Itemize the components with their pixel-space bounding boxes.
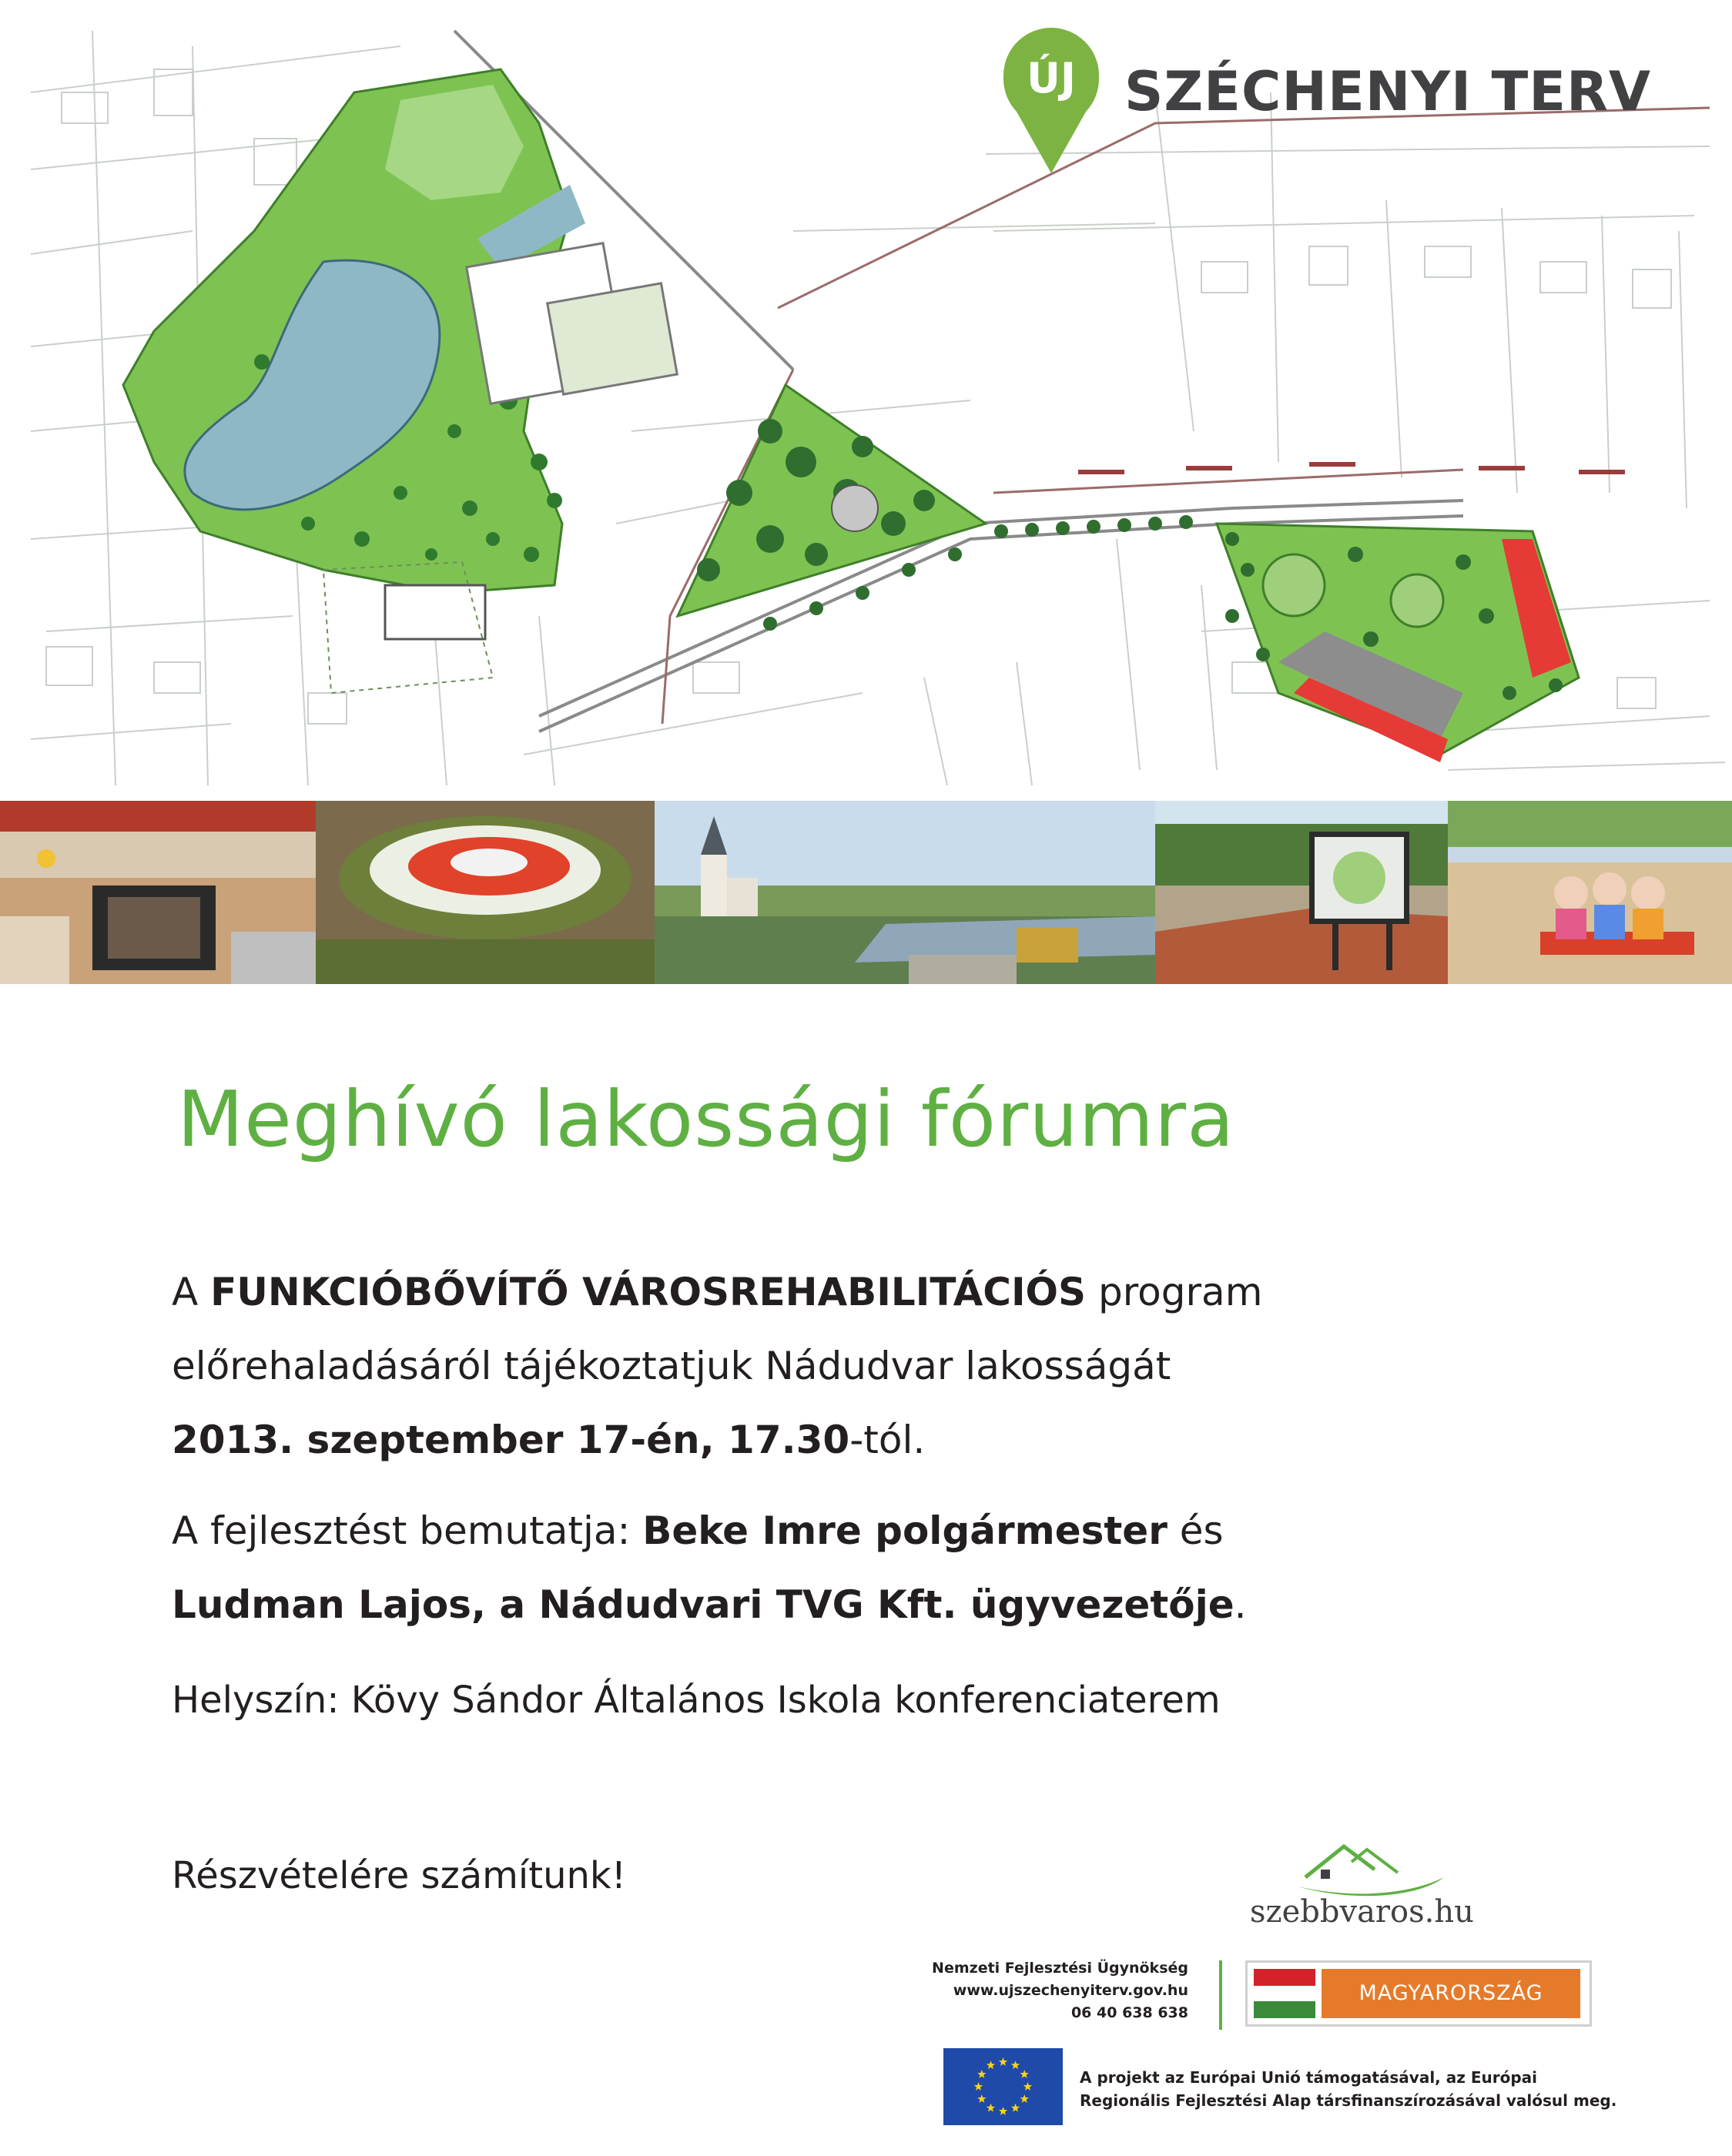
intro-text: A xyxy=(172,1270,211,1314)
megujul-label: MAGYARORSZÁG MEGÚJUL xyxy=(1322,1969,1580,2018)
agency-name: Nemzeti Fejlesztési Ügynökség xyxy=(932,1960,1188,1977)
presenter-director: Ludman Lajos, a Nádudvari TVG Kft. ügyvezetője xyxy=(172,1582,1235,1627)
intro-text: -tól. xyxy=(849,1418,926,1462)
logo-badge-text: ÚJ xyxy=(1027,54,1076,102)
agency-website: www.ujszechenyiterv.gov.hu xyxy=(953,1982,1188,1999)
nfu-contact xyxy=(932,1957,1188,2024)
presenters-text: A fejlesztést bemutatja: xyxy=(172,1508,643,1553)
intro-paragraph xyxy=(172,1255,1262,1477)
flowerbed-photo xyxy=(316,801,655,984)
logo-wordmark: SZÉCHENYI TERV xyxy=(1124,60,1652,123)
program-name: FUNKCIÓBŐVÍTŐ VÁROSREHABILITÁCIÓS xyxy=(210,1270,1087,1314)
house-icon xyxy=(1244,1839,1475,1900)
presenters-paragraph xyxy=(172,1494,1247,1642)
presenters-text: és xyxy=(1167,1508,1224,1553)
eu-text-line: A projekt az Európai Unió támogatásával, az Európai xyxy=(1080,2068,1538,2087)
divider xyxy=(1219,1960,1222,2030)
eu-text-line: Regionális Fejlesztési Alap társfinanszírozásával valósul meg. xyxy=(1080,2091,1617,2110)
playground-photo xyxy=(1448,801,1732,984)
park-sign-photo xyxy=(1155,801,1448,984)
event-date: 2013. szeptember 17-én, 17.30 xyxy=(172,1418,850,1462)
construction-photo xyxy=(0,801,316,984)
eu-funding-note xyxy=(1080,2066,1616,2112)
intro-text: program xyxy=(1086,1270,1263,1314)
magyarorszag-megujul-logo xyxy=(1245,1960,1592,2054)
intro-text: előrehaladásáról tájékoztatjuk Nádudvar lakosságát xyxy=(172,1344,1171,1388)
church-lake-photo xyxy=(655,801,1155,984)
location-pin-icon xyxy=(993,23,1109,177)
szebbvaros-url: szebbvaros.hu xyxy=(1250,1894,1474,1930)
venue: Helyszín: Kövy Sándor Általános Iskola konferenciaterem xyxy=(172,1679,1221,1722)
photo-strip xyxy=(0,801,1732,984)
hungarian-flag-icon xyxy=(1254,1969,1315,2018)
closing-line: Részvételére számítunk! xyxy=(172,1854,626,1897)
presenters-text: . xyxy=(1234,1582,1247,1627)
eu-flag-icon xyxy=(943,2048,1063,2125)
page-title: Meghívó lakossági fórumra xyxy=(177,1074,1235,1164)
agency-phone: 06 40 638 638 xyxy=(1070,2004,1188,2021)
uj-szechenyi-terv-logo xyxy=(993,23,1652,177)
presenter-mayor: Beke Imre polgármester xyxy=(642,1508,1168,1553)
szebbvaros-logo xyxy=(1244,1839,1475,1947)
